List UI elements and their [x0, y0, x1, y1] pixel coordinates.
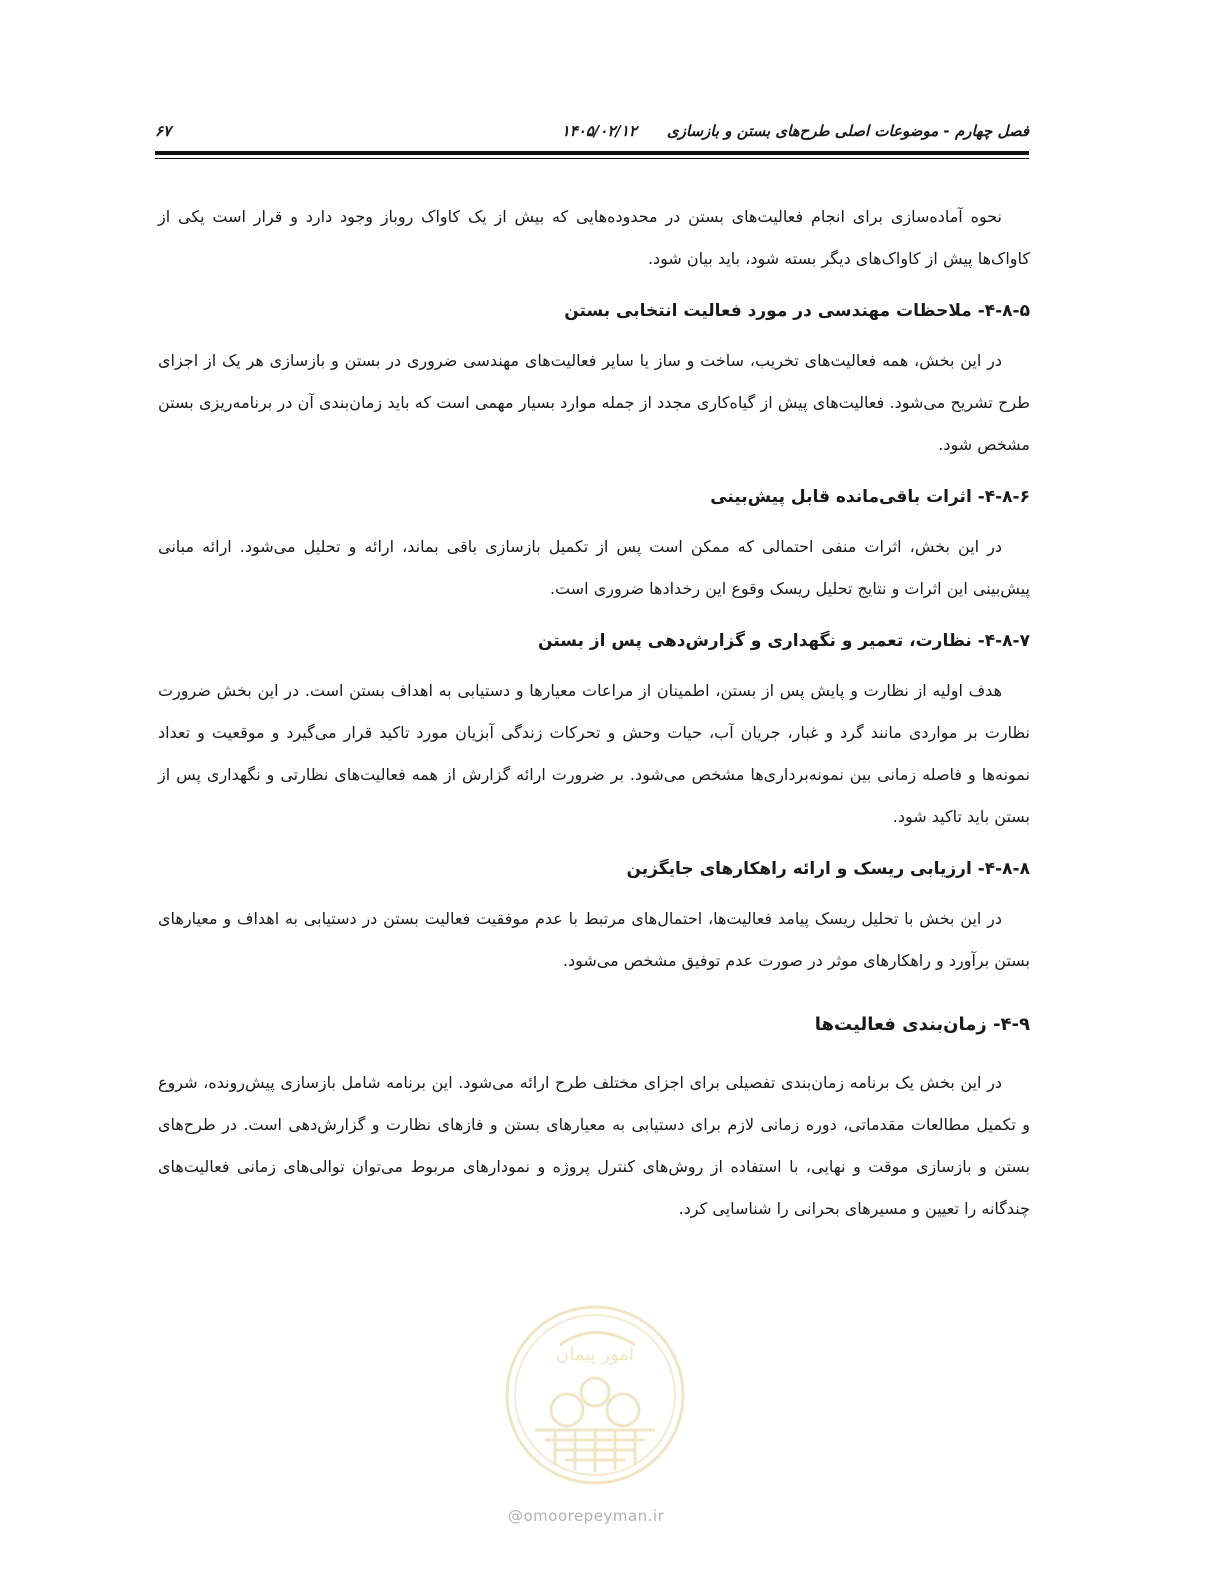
section-heading: ۴-۸-۶- اثرات باقی‌مانده قابل پیش‌بینی — [710, 487, 1030, 507]
main-section-paragraph: در این بخش یک برنامه زمان‌بندی تفصیلی برای اجزای مختلف طرح ارائه می‌شود. این برنامه شامل بازسازی پیش‌رونده، شروع و تکمیل مطالعات مقدماتی، دوره زمانی لازم برای دستیابی به معیارهای بستن و فازهای نظارت و گزارش‌دهی است. در طرح‌های بستن و بازسازی موقت و نهایی، با استفاده از روش‌های کنترل پروژه و نمودارهای مربوط می‌توان توالی‌های زمانی فعالیت‌های چندگانه را تعیین و مسیرهای بحرانی را شناسایی کرد. — [158, 1073, 1030, 1218]
watermark-url: @omoorepeyman.ir — [508, 1507, 665, 1525]
section-heading: ۴-۸-۷- نظارت، تعمیر و نگهداری و گزارش‌دهی پس از بستن — [538, 631, 1030, 651]
page-number: ۶۷ — [155, 122, 172, 140]
header-rule-thin — [155, 158, 1029, 159]
intro-paragraph: نحوه آماده‌سازی برای انجام فعالیت‌های بستن در محدوده‌هایی که بیش از یک کاواک روباز وجود دارد و قرار است یکی از کاواک‌ها پیش از کاواک‌های دیگر بسته شود، باید بیان شود. — [158, 207, 1030, 268]
section-heading: ۴-۸-۸- ارزیابی ریسک و ارائه راهکارهای جایگزین — [626, 859, 1030, 879]
section-heading: ۴-۸-۵- ملاحظات مهندسی در مورد فعالیت انتخابی بستن — [564, 301, 1030, 321]
svg-text:امور پیمان: امور پیمان — [556, 1344, 634, 1365]
header-rule-thick — [155, 151, 1029, 155]
section-paragraph: در این بخش، اثرات منفی احتمالی که ممکن است پس از تکمیل بازسازی باقی بماند، ارائه و تحلیل می‌شود. ارائه مبانی پیش‌بینی این اثرات و نتایج تحلیل ریسک وقوع این رخدادها ضروری است. — [158, 537, 1030, 598]
chapter-title: فصل چهارم - موضوعات اصلی طرح‌های بستن و بازسازی — [666, 122, 1029, 140]
main-section-heading: ۴-۹- زمان‌بندی فعالیت‌ها — [814, 1014, 1030, 1035]
page-body — [158, 196, 1030, 1240]
section-paragraph: در این بخش با تحلیل ریسک پیامد فعالیت‌ها، احتمال‌های مرتبط با عدم موفقیت فعالیت بستن در دستیابی به اهداف و معیارهای بستن برآورد و راهکارهای موثر در صورت عدم توفیق مشخص می‌شود. — [158, 909, 1030, 970]
section-paragraph: در این بخش، همه فعالیت‌های تخریب، ساخت و ساز یا سایر فعالیت‌های مهندسی ضروری در بستن و بازسازی هر یک از اجزای طرح تشریح می‌شود. فعالیت‌های پیش از گیاه‌کاری مجدد از جمله موارد بسیار مهمی است که باید زمان‌بندی آن در برنامه‌ریزی بستن مشخص شود. — [158, 351, 1030, 454]
header-date: ۱۴۰۵/۰۲/۱۲ — [561, 122, 637, 140]
section-paragraph: هدف اولیه از نظارت و پایش پس از بستن، اطمینان از مراعات معیارها و دستیابی به اهداف بستن است. در این بخش ضرورت نظارت بر مواردی مانند گرد و غبار، جریان آب، حیات وحش و تحرکات زندگی آبزیان مورد تاکید قرار می‌گیرد و موقعیت و تعداد نمونه‌ها و فاصله زمانی بین نمونه‌برداری‌ها مشخص می‌شود. بر ضرورت ارائه گزارش از همه فعالیت‌های نظارتی و نگهداری پس از بستن باید تاکید شود. — [158, 681, 1030, 826]
watermark-logo-icon — [495, 1300, 695, 1490]
